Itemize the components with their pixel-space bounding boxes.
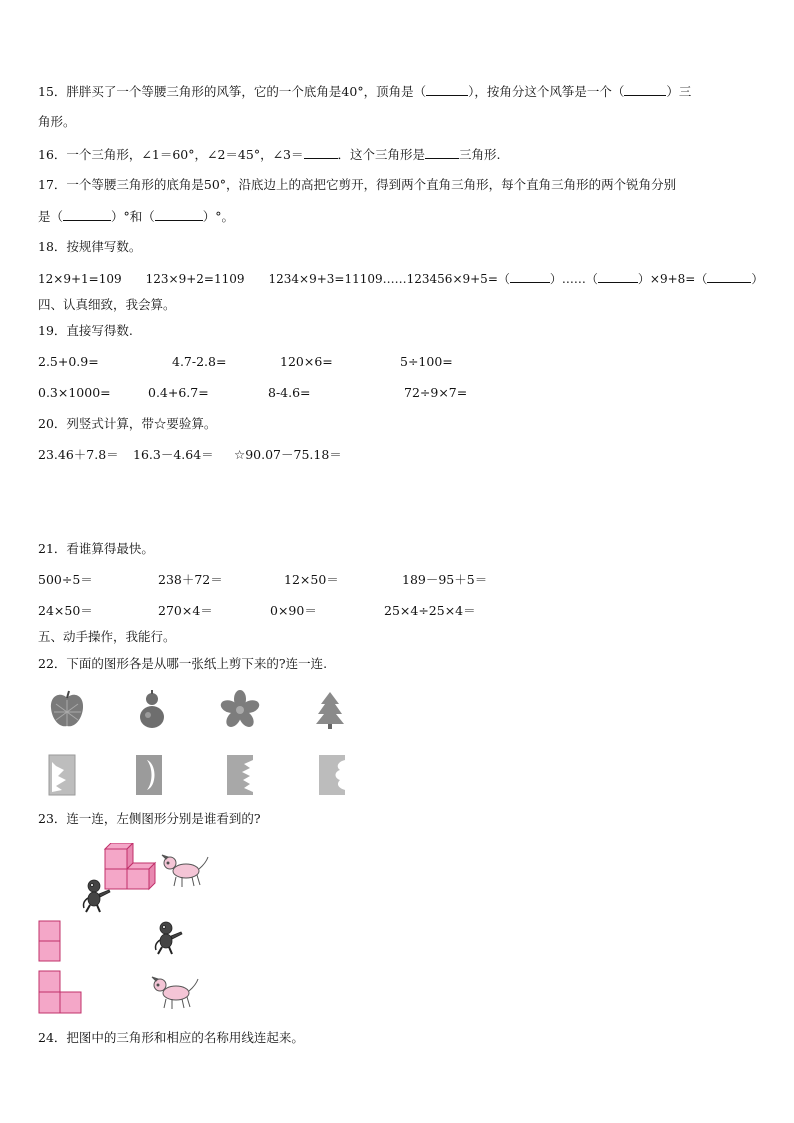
q21-r1c2: 238＋72＝ <box>158 572 223 587</box>
q17-text-c: ）°。 <box>202 209 235 224</box>
q15-line1 <box>38 83 691 100</box>
q21-r2c1: 24×50＝ <box>38 603 93 618</box>
q18-seq-c: ）×9+8=（ <box>637 272 708 286</box>
q21-title: 21．看谁算得最快。 <box>38 541 154 556</box>
gourd-shape-icon[interactable] <box>136 690 168 730</box>
q20-item-2: 16.3－4.64＝ <box>133 447 214 462</box>
q19-r2c1: 0.3×1000= <box>38 385 111 400</box>
q18-sequence <box>38 270 763 287</box>
q21-r1c4: 189－95＋5＝ <box>402 572 488 587</box>
monkey-icon <box>80 878 114 914</box>
q16-text-b: ．这个三角形是 <box>337 147 426 162</box>
view-2-figure[interactable] <box>38 970 84 1016</box>
q21-r2c2: 270×4＝ <box>158 603 213 618</box>
dog-option-icon[interactable] <box>150 975 200 1011</box>
q15-blank-apex[interactable] <box>426 83 468 96</box>
q19-title: 19．直接写得数. <box>38 323 133 338</box>
view-1-figure[interactable] <box>38 920 62 964</box>
q19-r2c3: 8-4.6= <box>268 385 311 400</box>
q22-title: 22．下面的图形各是从哪一张纸上剪下来的?连一连. <box>38 656 328 671</box>
q20-item-1: 23.46＋7.8＝ <box>38 447 119 462</box>
q21-r1c3: 12×50＝ <box>284 572 339 587</box>
q21-r2c4: 25×4÷25×4＝ <box>384 603 476 618</box>
q18-title: 18．按规律写数。 <box>38 239 142 254</box>
q23-title: 23．连一连，左侧图形分别是谁看到的? <box>38 811 261 826</box>
q19-r2c2: 0.4+6.7= <box>148 385 209 400</box>
q18-seq-b: ）……（ <box>549 272 598 286</box>
flower-shape-icon[interactable] <box>220 690 260 730</box>
monkey-option-icon[interactable] <box>152 920 186 956</box>
q21-r2c3: 0×90＝ <box>270 603 317 618</box>
q17-line1: 17．一个等腰三角形的底角是50°，沿底边上的高把它剪开，得到两个直角三角形，每个直角三角形的两个锐角分别 <box>38 177 677 192</box>
q17-text-b: ）°和（ <box>111 209 155 224</box>
dog-icon <box>160 853 210 889</box>
apple-shape-icon[interactable] <box>48 690 86 730</box>
paper-1-icon[interactable] <box>48 754 76 796</box>
q19-r2c4: 72÷9×7= <box>404 385 468 400</box>
q18-blank-3[interactable] <box>707 270 751 283</box>
q16-text-a: 16．一个三角形，∠1＝60°，∠2＝45°，∠3＝ <box>38 147 304 162</box>
q16-text-c: 三角形. <box>459 147 501 162</box>
paper-2-icon[interactable] <box>135 754 163 796</box>
q20-item-3: ☆90.07－75.18＝ <box>234 447 342 462</box>
section-5-heading: 五、动手操作，我能行。 <box>38 629 176 644</box>
q17-blank-2[interactable] <box>155 208 203 221</box>
q21-r1c1: 500÷5＝ <box>38 572 93 587</box>
section-4-heading: 四、认真细致，我会算。 <box>38 297 176 312</box>
q16-blank-angle[interactable] <box>304 146 338 159</box>
q18-blank-2[interactable] <box>598 270 638 283</box>
q18-seq-text: 12×9+1=109 123×9+2=1109 1234×9+3=11109……123456×9+5=（ <box>38 272 510 286</box>
q17-text-a: 是（ <box>38 209 64 224</box>
q16-blank-type[interactable] <box>425 146 459 159</box>
tree-shape-icon[interactable] <box>315 690 345 730</box>
q19-r1c4: 5÷100= <box>400 354 453 369</box>
q19-r1c1: 2.5+0.9= <box>38 354 99 369</box>
q19-r1c3: 120×6= <box>280 354 333 369</box>
paper-4-icon[interactable] <box>318 754 346 796</box>
q19-r1c2: 4.7-2.8= <box>172 354 227 369</box>
q15-blank-type[interactable] <box>624 83 666 96</box>
q18-blank-1[interactable] <box>510 270 550 283</box>
q20-title: 20．列竖式计算，带☆要验算。 <box>38 416 217 431</box>
q15-text-a: 15．胖胖买了一个等腰三角形的风筝，它的一个底角是40°，顶角是（ <box>38 84 427 99</box>
paper-3-icon[interactable] <box>226 754 254 796</box>
q24-title: 24．把图中的三角形和相应的名称用线连起来。 <box>38 1030 304 1045</box>
q15-text-b: ），按角分这个风筝是一个（ <box>468 84 625 99</box>
q17-line2 <box>38 208 234 225</box>
q17-blank-1[interactable] <box>63 208 111 221</box>
q15-line2: 角形。 <box>38 114 76 129</box>
q18-seq-d: ） <box>751 272 764 286</box>
q16-line <box>38 146 501 163</box>
q15-text-c: ）三 <box>666 84 692 99</box>
